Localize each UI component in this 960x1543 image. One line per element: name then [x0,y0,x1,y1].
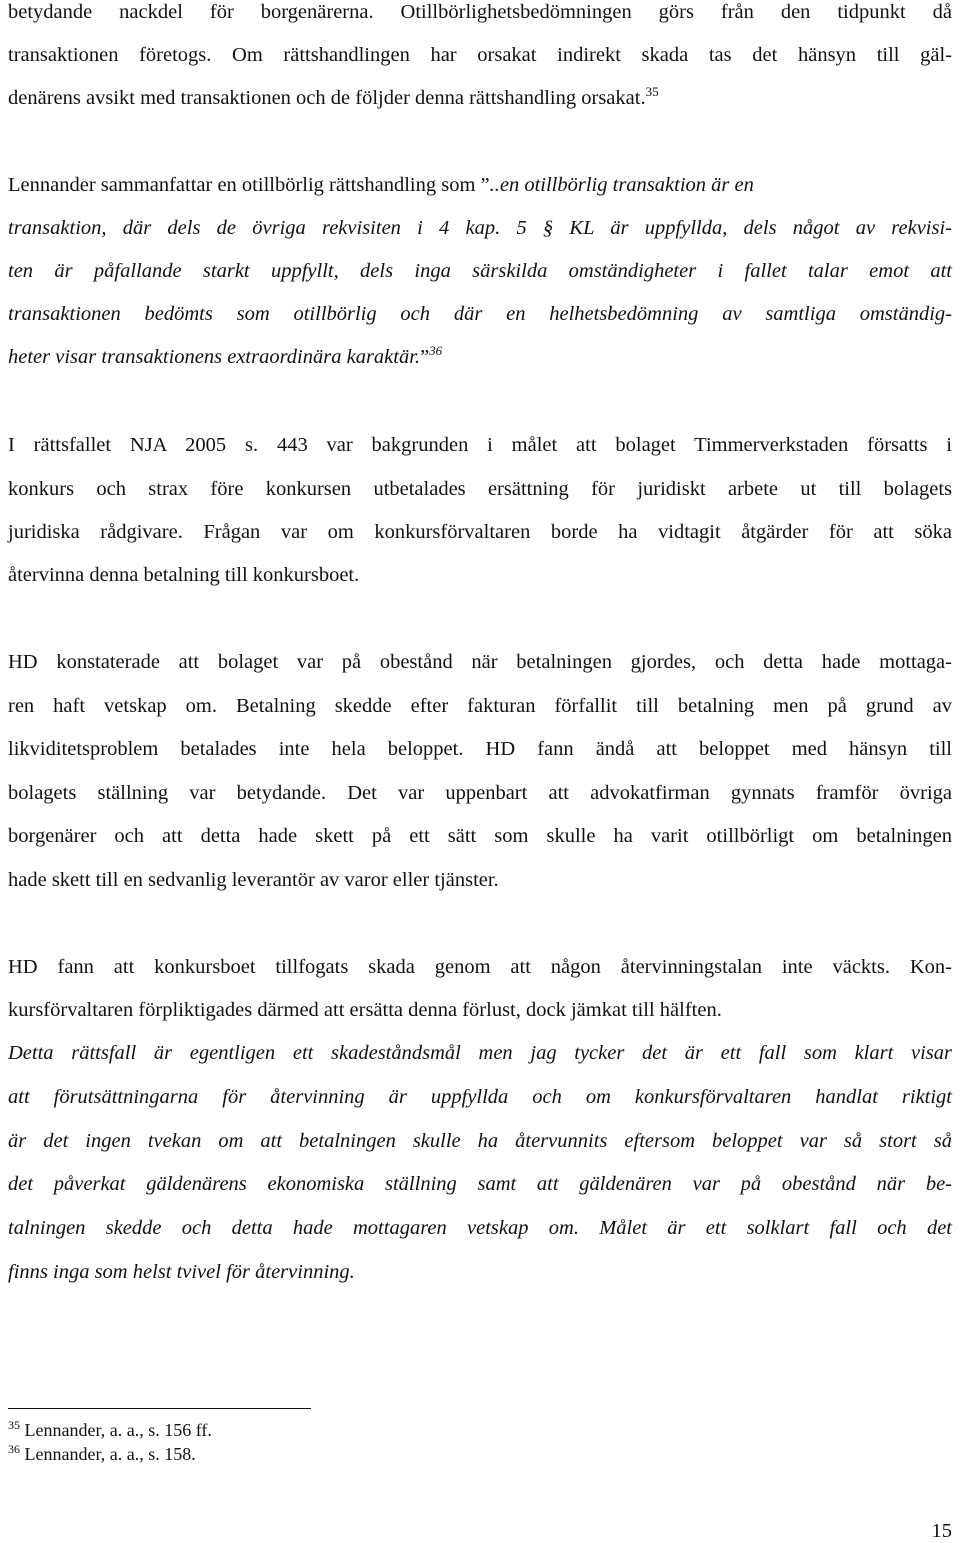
p2-closing-quote: ” [420,346,430,368]
p5-italic-line-2: att förutsättningarna för återvinning är uppfyllda och om konkursförvaltaren handlat riktigt [8,1086,952,1108]
p4-line-2: ren haft vetskap om. Betalning skedde efter fakturan förfallit till betalning men på grund av [8,695,952,717]
footnote-ref-36: 36 [429,343,443,358]
p5-italic-line-6: finns inga som helst tvivel för återvinning. [8,1261,355,1283]
footnote-35 [8,1420,212,1440]
p2-line-5 [8,345,442,369]
p1-line-1: betydande nackdel för borgenärerna. Otillbörlighetsbedömningen görs från den tidpunkt då [8,1,952,23]
p5-italic-line-4: det påverkat gäldenärens ekonomiska ställning samt att gäldenären var på obestånd när be- [8,1173,952,1195]
footnote-36 [8,1444,196,1464]
p2-line-1 [8,173,754,197]
p5-italic-line-5: talningen skedde och detta hade mottagaren vetskap om. Målet är ett solklart fall och det [8,1217,952,1239]
p5-italic-line-3: är det ingen tvekan om att betalningen skulle ha återvunnits eftersom beloppet var så stort så [8,1130,952,1152]
p3-line-1: I rättsfallet NJA 2005 s. 443 var bakgrunden i målet att bolaget Timmerverkstaden försatts i [8,434,952,456]
p1-line-3-text: denärens avsikt med transaktionen och de följder denna rättshandling orsakat. [8,87,646,109]
p3-line-3: juridiska rådgivare. Frågan var om konkursförvaltaren borde ha vidtagit åtgärder för att söka [8,521,952,543]
footnote-36-text: Lennander, a. a., s. 158. [24,1444,196,1464]
footnote-ref-35: 35 [645,84,659,99]
p3-line-2: konkurs och strax före konkursen utbetalades ersättning för juridiskt arbete ut till bolagets [8,478,952,500]
p2-line-1-plain: Lennander sammanfattar en otillbörlig rättshandling som ” [8,174,490,196]
p1-line-3 [8,86,659,110]
footnote-35-num: 35 [8,1418,20,1432]
p2-line-3: ten är påfallande starkt uppfyllt, dels inga särskilda omständigheter i fallet talar emot att [8,260,952,282]
p2-line-5-text: heter visar transaktionens extraordinära karaktär. [8,346,421,368]
p2-line-2: transaktion, där dels de övriga rekvisiten i 4 kap. 5 § KL är uppfyllda, dels något av rekvisi- [8,217,952,239]
p4-line-6: hade skett till en sedvanlig leverantör av varor eller tjänster. [8,869,499,891]
page-number: 15 [931,1520,952,1542]
p5-line-1: HD fann att konkursboet tillfogats skada genom att någon återvinningstalan inte väckts. Kon- [8,956,952,978]
footnote-36-num: 36 [8,1442,20,1456]
p3-line-4: återvinna denna betalning till konkursboet. [8,564,360,586]
p4-line-1: HD konstaterade att bolaget var på obestånd när betalningen gjordes, och detta hade mottaga- [8,651,952,673]
p1-line-2: transaktionen företogs. Om rättshandlingen har orsakat indirekt skada tas det hänsyn till gäl- [8,44,952,66]
p4-line-5: borgenärer och att detta hade skett på ett sätt som skulle ha varit otillbörligt om betalningen [8,825,952,847]
p4-line-4: bolagets ställning var betydande. Det var uppenbart att advokatfirman gynnats framför övriga [8,782,952,804]
p5-line-2: kursförvaltaren förpliktigades därmed att ersätta denna förlust, dock jämkat till hälften. [8,999,722,1021]
p2-line-4: transaktionen bedömts som otillbörlig och där en helhetsbedömning av samtliga omständig- [8,303,952,325]
footnote-35-text: Lennander, a. a., s. 156 ff. [24,1420,212,1440]
p4-line-3: likviditetsproblem betalades inte hela beloppet. HD fann ändå att beloppet med hänsyn till [8,738,952,760]
p5-italic-line-1: Detta rättsfall är egentligen ett skadeståndsmål men jag tycker det är ett fall som klart visar [8,1042,952,1064]
footnote-separator [8,1408,311,1409]
p2-line-1-quote: ..en otillbörlig transaktion är en [489,174,754,196]
